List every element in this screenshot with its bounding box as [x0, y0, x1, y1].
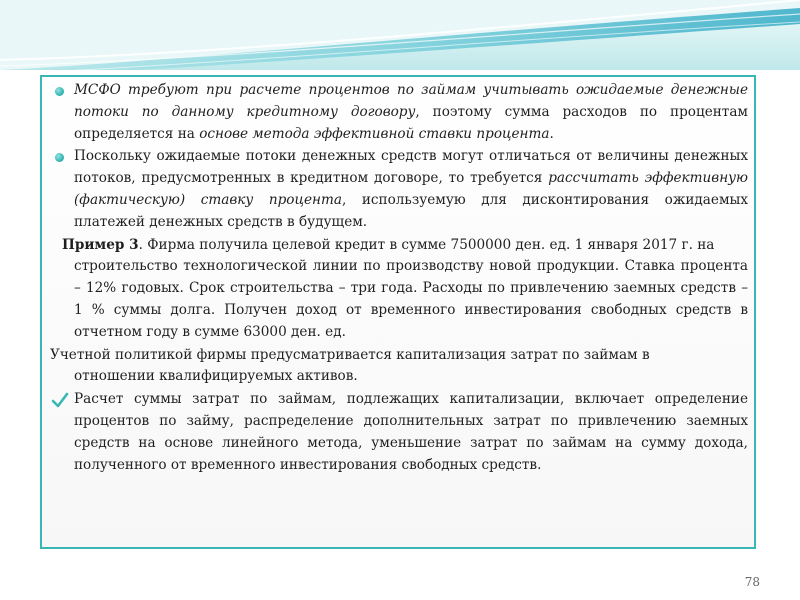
checkmark-icon — [51, 391, 69, 409]
bullet-paragraph-cash-flows — [50, 146, 748, 233]
policy-text-rest: отношении квалифицируемых активов. — [74, 368, 358, 385]
cash-flows-text: Поскольку ожидаемые потоки денежных средств могут отличаться от величины денежных потоков, предусмотренных в кредитном договоре, то требуется — [74, 148, 748, 187]
ifrs-italic-text: МСФО требуют при расчете процентов по займам учитывать ожидаемые денежные потоки по данному кредитному договору — [74, 82, 748, 120]
example-paragraph — [50, 235, 748, 344]
example-text-first-line: . Фирма получила целевой кредит в сумме 7500000 ден. ед. 1 января 2017 г. на — [138, 236, 715, 253]
policy-text-first-line: Учетной политикой фирмы предусматривается капитализация затрат по займам в — [50, 346, 650, 363]
check-paragraph-calculation — [50, 389, 748, 476]
ifrs-text: , поэтому сумма расходов по процентам определяется на — [74, 103, 748, 142]
effective-rate-italic: рассчитать эффективную (фактическую) ставку процента — [74, 170, 749, 208]
ifrs-text-end: . — [549, 125, 554, 142]
example-label: Пример 3 — [62, 236, 139, 253]
calculation-text: Расчет суммы затрат по займам, подлежащих капитализации, включает определение процентов по займу, распределение дополнительных затрат по привлечению заемных средств на основе линейного метода, уменьшение затрат по займам на сумму дохода, полученного от временного инвестирования свободных средств. — [74, 391, 748, 473]
decorative-wave-header — [0, 0, 800, 70]
bullet-dot-icon — [55, 153, 64, 162]
policy-paragraph — [50, 345, 748, 389]
effective-rate-method-italic: основе метода эффективной ставки процента — [199, 125, 550, 142]
bullet-paragraph-ifrs — [50, 80, 748, 145]
example-text-rest: строительство технологической линии по производству новой продукции. Ставка процента – 12% годовых. Срок строительства – три года. Расходы по привлечению заемных средств – 1 % суммы долга. Получен доход от временного инвестирования свободных средств в отчетном году в сумме 63000 ден. ед. — [74, 258, 748, 340]
slide-content-box — [40, 75, 756, 549]
bullet-dot-icon — [55, 87, 64, 96]
cash-flows-text-end: , используемую для дисконтирования ожидаемых платежей денежных средств в будущем. — [74, 191, 749, 230]
page-number: 78 — [744, 575, 760, 589]
